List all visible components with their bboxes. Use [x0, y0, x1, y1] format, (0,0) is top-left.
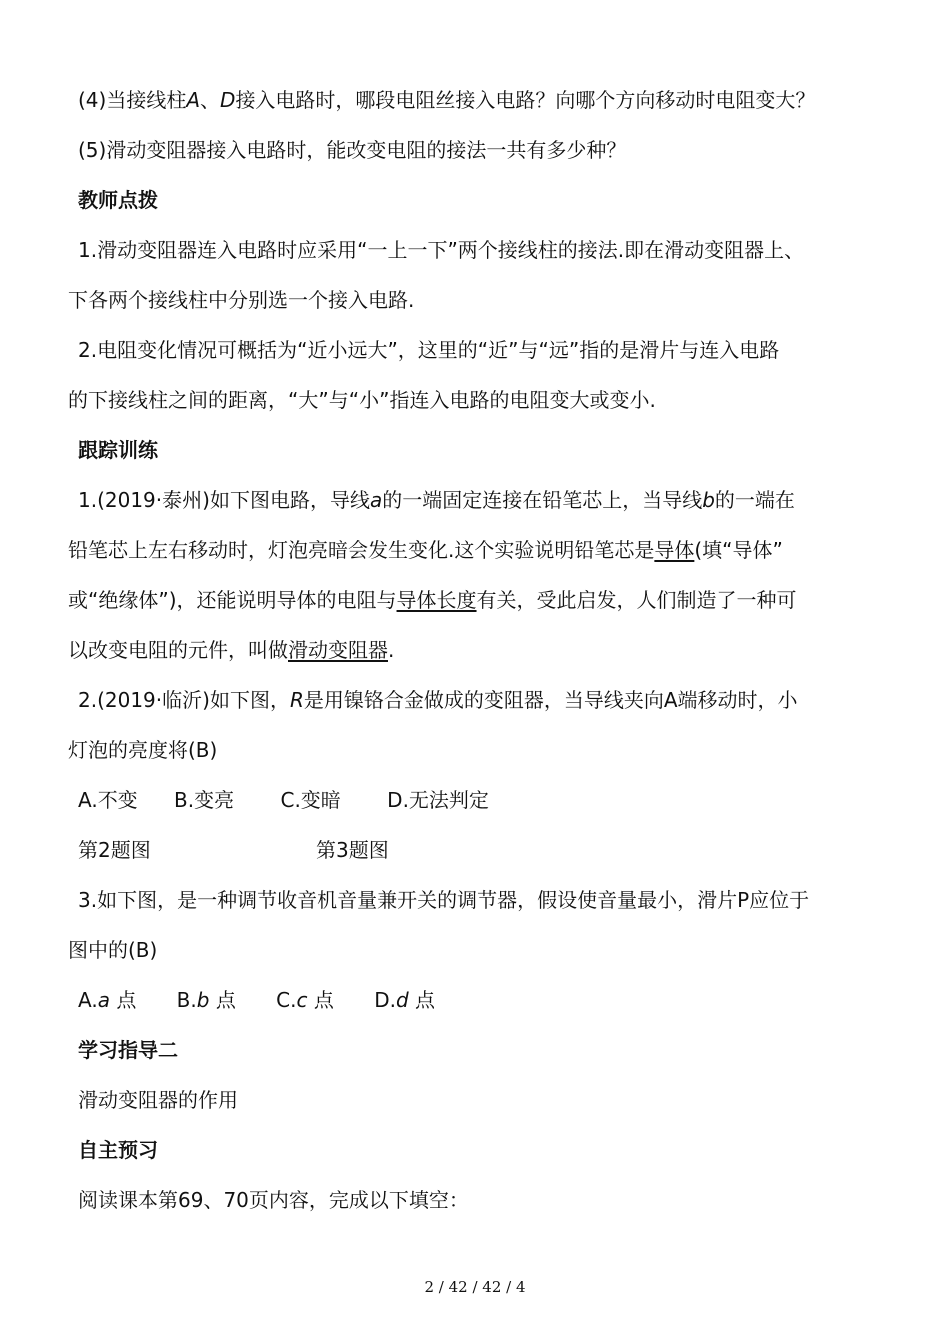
- exercise-1-line-2: 铅笔芯上左右移动时，灯泡亮暗会发生变化.这个实验说明铅笔芯是导体(填“导体”: [68, 538, 783, 562]
- exercise-2-line-1: 2.(2019·临沂)如下图，R是用镍铬合金做成的变阻器，当导线夹向A端移动时，小: [78, 688, 798, 712]
- heading-self-study: 自主预习: [78, 1138, 158, 1162]
- answer-blank-2: 导体长度: [396, 588, 477, 612]
- exercise-1-line-4: 以改变电阻的元件，叫做滑动变阻器.: [68, 638, 395, 662]
- question-4: (4)当接线柱A、D接入电路时，哪段电阻丝接入电路？向哪个方向移动时电阻变大？: [78, 88, 816, 112]
- heading-practice: 跟踪训练: [78, 438, 158, 462]
- tip-1-line-2: 下各两个接线柱中分别选一个接入电路.: [68, 288, 415, 312]
- tip-2-line-1: 2.电阻变化情况可概括为“近小远大”，这里的“近”与“远”指的是滑片与连入电路: [78, 338, 780, 362]
- answer-blank-1: 导体: [654, 538, 695, 562]
- figure-2-caption: 第2题图: [78, 838, 151, 862]
- heading-teacher-tips: 教师点拨: [78, 188, 158, 212]
- exercise-2-options: [78, 786, 489, 814]
- heading-guide-2: 学习指导二: [78, 1038, 178, 1062]
- option-c: C.变暗: [280, 788, 341, 812]
- option-a: A.a 点: [78, 988, 137, 1012]
- exercise-2-line-2: 灯泡的亮度将(B): [68, 738, 218, 762]
- exercise-3-line-1: 3.如下图，是一种调节收音机音量兼开关的调节器，假设使音量最小，滑片P应位于: [78, 888, 810, 912]
- reading-instruction: 阅读课本第69、70页内容，完成以下填空：: [78, 1188, 469, 1212]
- tip-2-line-2: 的下接线柱之间的距离，“大”与“小”指连入电路的电阻变大或变小.: [68, 388, 656, 412]
- option-c: C.c 点: [276, 988, 334, 1012]
- option-d: D.d 点: [374, 988, 436, 1012]
- question-5: (5)滑动变阻器接入电路时，能改变电阻的接法一共有多少种？: [78, 138, 627, 162]
- exercise-3-line-2: 图中的(B): [68, 938, 158, 962]
- option-b: B.b 点: [176, 988, 236, 1012]
- section-subtitle: 滑动变阻器的作用: [78, 1088, 238, 1112]
- page-footer: 2 / 42 / 42 / 4: [424, 1278, 526, 1296]
- option-a: A.不变: [78, 788, 138, 812]
- tip-1-line-1: 1.滑动变阻器连入电路时应采用“一上一下”两个接线柱的接法.即在滑动变阻器上、: [78, 238, 805, 262]
- option-d: D.无法判定: [387, 788, 489, 812]
- exercise-3-options: [78, 986, 435, 1014]
- answer-blank-3: 滑动变阻器: [288, 638, 388, 662]
- exercise-1-line-3: 或“绝缘体”)，还能说明导体的电阻与导体长度有关，受此启发，人们制造了一种可: [68, 588, 797, 612]
- figure-3-caption: 第3题图: [316, 838, 389, 862]
- option-b: B.变亮: [174, 788, 235, 812]
- exercise-1-line-1: 1.(2019·泰州)如下图电路，导线a的一端固定连接在铅笔芯上，当导线b的一端在: [78, 488, 795, 512]
